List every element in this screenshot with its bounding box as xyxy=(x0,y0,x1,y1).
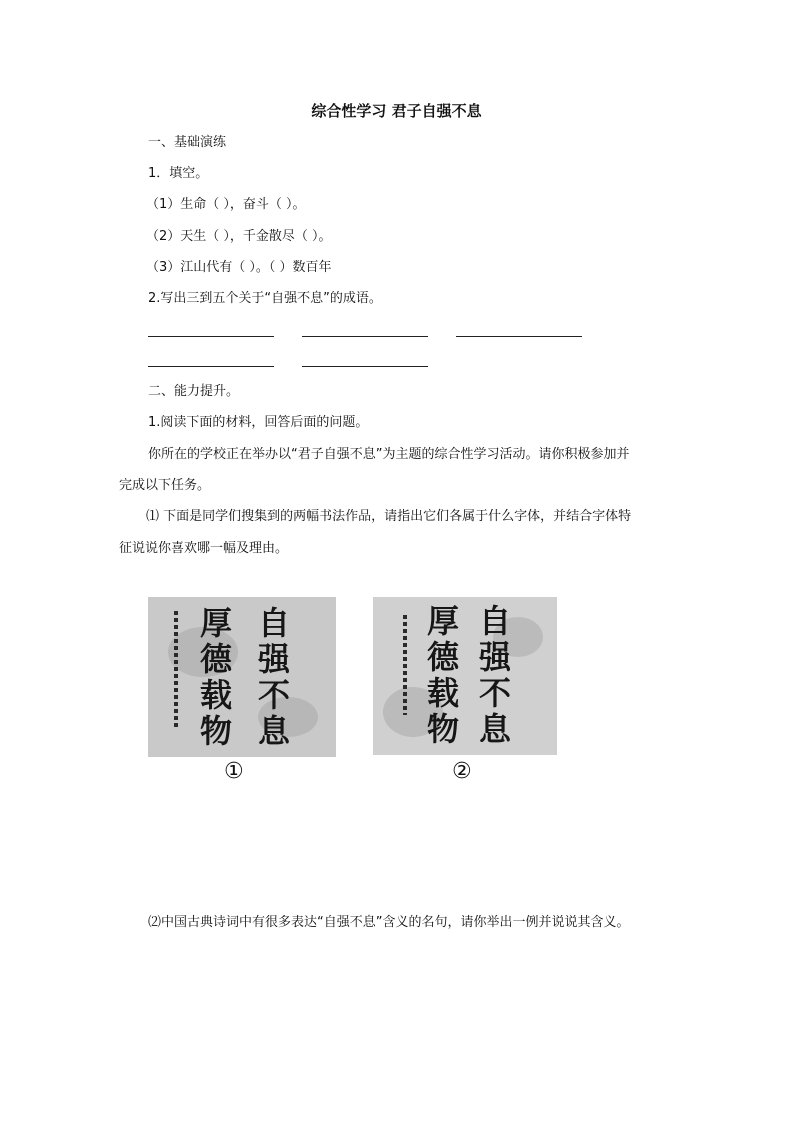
calligraphy-2-column-left: 厚德载物 xyxy=(426,602,459,748)
fill-item-2: （2）天生（ ），千金散尽（ ）。 xyxy=(146,229,332,244)
material-paragraph-line-2: 完成以下任务。 xyxy=(119,478,211,493)
inscription-mark xyxy=(403,615,407,715)
section1-heading: 一、基础演练 xyxy=(148,135,227,150)
page-title: 综合性学习 君子自强不息 xyxy=(311,102,482,120)
subquestion-2: ⑵中国古典诗词中有很多表达“自强不息”含义的名句，请你举出一例并说说其含义。 xyxy=(148,915,630,930)
answer-blank-5[interactable] xyxy=(302,366,428,367)
question-1-label: 1．填空。 xyxy=(148,166,209,181)
calligraphy-1-column-right: 自强不息 xyxy=(257,604,290,750)
fill-item-3: （3）江山代有（ ）。（ ）数百年 xyxy=(146,260,332,275)
inscription-mark xyxy=(174,611,178,729)
calligraphy-work-1 xyxy=(148,597,336,757)
question-2-label: 2.写出三到五个关于“自强不息”的成语。 xyxy=(148,291,382,306)
answer-blank-1[interactable] xyxy=(148,336,274,337)
material-paragraph-line-1: 你所在的学校正在举办以“君子自强不息”为主题的综合性学习活动。请你积极参加并 xyxy=(148,447,630,462)
fill-item-1: （1）生命（ ），奋斗（ ）。 xyxy=(146,197,306,212)
calligraphy-2-column-right: 自强不息 xyxy=(478,602,511,748)
section2-heading: 二、能力提升。 xyxy=(148,384,240,399)
calligraphy-1-column-left: 厚德载物 xyxy=(199,604,232,750)
answer-blank-2[interactable] xyxy=(302,336,428,337)
section2-question-1: 1.阅读下面的材料，回答后面的问题。 xyxy=(148,415,369,430)
calligraphy-work-2 xyxy=(373,597,557,755)
subquestion-1-line-1: ⑴ 下面是同学们搜集到的两幅书法作品，请指出它们各属于什么字体，并结合字体特 xyxy=(146,509,632,524)
answer-blank-4[interactable] xyxy=(148,366,274,367)
answer-blank-3[interactable] xyxy=(456,336,582,337)
calligraphy-caption-2: ② xyxy=(452,759,472,784)
subquestion-1-line-2: 征说说你喜欢哪一幅及理由。 xyxy=(119,541,289,556)
calligraphy-caption-1: ① xyxy=(224,759,244,784)
